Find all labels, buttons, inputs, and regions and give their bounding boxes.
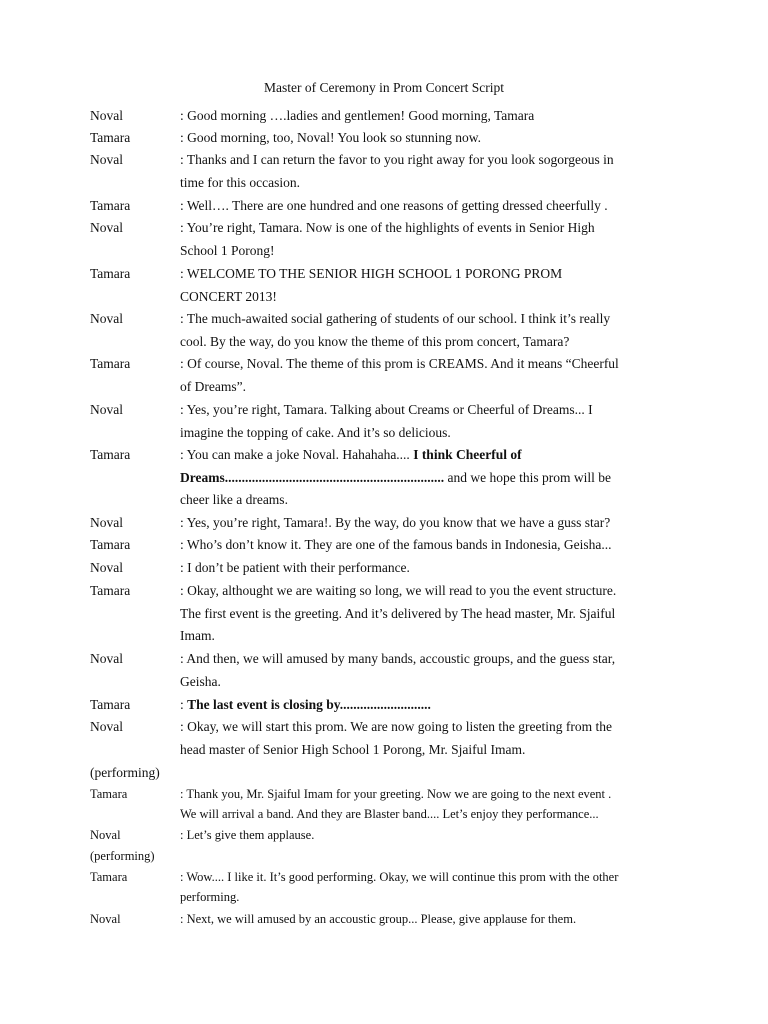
emphasis-text: Dreams................................................................. <box>180 469 445 485</box>
dialogue-line: : Well…. There are one hundred and one reasons of getting dressed cheerfully . <box>180 198 608 213</box>
document-title: Master of Ceremony in Prom Concert Script <box>264 80 504 95</box>
dialogue-line: : Good morning, too, Noval! You look so stunning now. <box>180 130 482 145</box>
dialogue-line <box>180 470 611 486</box>
speaker-name: Tamara <box>90 356 131 371</box>
dialogue-text: : <box>180 697 188 712</box>
dialogue-line: : Good morning ….ladies and gentlemen! Good morning, Tamara <box>180 108 535 123</box>
speaker-name: Noval <box>90 108 123 123</box>
dialogue-line: : Let’s give them applause. <box>180 828 315 842</box>
dialogue-line: : Next, we will amused by an accoustic group... Please, give applause for them. <box>180 912 577 926</box>
dialogue-line: : Wow.... I like it. It’s good performing. Okay, we will continue this prom with the other <box>180 870 619 884</box>
speaker-name: Noval <box>90 651 123 666</box>
dialogue-line: School 1 Porong! <box>180 242 275 258</box>
speaker-name: Noval <box>90 402 123 417</box>
speaker-name: Tamara <box>90 537 131 552</box>
speaker-name: Noval <box>90 719 123 734</box>
dialogue-line: : Who’s don’t know it. They are one of the famous bands in Indonesia, Geisha... <box>180 537 612 552</box>
speaker-name: Noval <box>90 515 123 530</box>
speaker-name: Tamara <box>90 583 131 598</box>
emphasis-text: The last event is closing by........................... <box>187 697 431 712</box>
dialogue-line: of Dreams”. <box>180 378 246 394</box>
speaker-name: Tamara <box>90 447 131 462</box>
dialogue-line <box>180 447 522 463</box>
speaker-name: Tamara <box>90 697 131 712</box>
dialogue-line: : You’re right, Tamara. Now is one of the highlights of events in Senior High <box>180 220 595 235</box>
dialogue-line: : The much-awaited social gathering of students of our school. I think it’s really <box>180 311 611 326</box>
speaker-name: Tamara <box>90 198 131 213</box>
dialogue-line: cheer like a dreams. <box>180 492 288 507</box>
speaker-name: Noval <box>90 912 121 926</box>
speaker-name: Noval <box>90 220 123 235</box>
dialogue-line: head master of Senior High School 1 Porong, Mr. Sjaiful Imam. <box>180 741 526 757</box>
speaker-name: Noval <box>90 152 123 167</box>
speaker-name: Noval <box>90 560 123 575</box>
dialogue-line: time for this occasion. <box>180 174 300 190</box>
dialogue-line: cool. By the way, do you know the theme of this prom concert, Tamara? <box>180 333 570 349</box>
dialogue-line: imagine the topping of cake. And it’s so delicious. <box>180 424 451 440</box>
stage-direction-text: (performing) <box>90 849 155 863</box>
dialogue-text: and we hope this prom will be <box>444 469 611 485</box>
dialogue-line: : Yes, you’re right, Tamara!. By the way, do you know that we have a guss star? <box>180 515 611 530</box>
dialogue-line: Imam. <box>180 628 215 643</box>
dialogue-line: : Thank you, Mr. Sjaiful Imam for your greeting. Now we are going to the next event . <box>180 787 612 801</box>
dialogue-line: : Of course, Noval. The theme of this prom is CREAMS. And it means “Cheerful <box>180 356 619 371</box>
dialogue-line: : Yes, you’re right, Tamara. Talking about Creams or Cheerful of Dreams... I <box>180 402 593 417</box>
dialogue-line: We will arrival a band. And they are Blaster band.... Let’s enjoy they performance... <box>180 807 599 821</box>
speaker-name: Tamara <box>90 870 128 884</box>
dialogue-line: : Okay, althought we are waiting so long, we will read to you the event structure. <box>180 583 617 598</box>
dialogue-line <box>180 697 431 713</box>
dialogue-text: : You can make a joke Noval. Hahahaha.... <box>180 447 414 462</box>
dialogue-line: : I don’t be patient with their performance. <box>180 560 410 575</box>
speaker-name: Noval <box>90 311 123 326</box>
speaker-name: Tamara <box>90 787 128 801</box>
dialogue-line: performing. <box>180 890 240 904</box>
stage-direction-text: (performing) <box>90 765 160 780</box>
emphasis-text: I think Cheerful of <box>413 447 522 462</box>
dialogue-line: : Okay, we will start this prom. We are now going to listen the greeting from the <box>180 719 612 734</box>
dialogue-line: Geisha. <box>180 673 221 689</box>
dialogue-line: The first event is the greeting. And it’s delivered by The head master, Mr. Sjaiful <box>180 605 616 621</box>
dialogue-line: : Thanks and I can return the favor to you right away for you look sogorgeous in <box>180 152 614 167</box>
dialogue-line: : And then, we will amused by many bands, accoustic groups, and the guess star, <box>180 651 616 666</box>
speaker-name: Tamara <box>90 266 131 281</box>
dialogue-line: CONCERT 2013! <box>180 288 277 304</box>
dialogue-line: : WELCOME TO THE SENIOR HIGH SCHOOL 1 PORONG PROM <box>180 266 563 281</box>
speaker-name: Tamara <box>90 130 131 145</box>
speaker-name: Noval <box>90 828 121 842</box>
